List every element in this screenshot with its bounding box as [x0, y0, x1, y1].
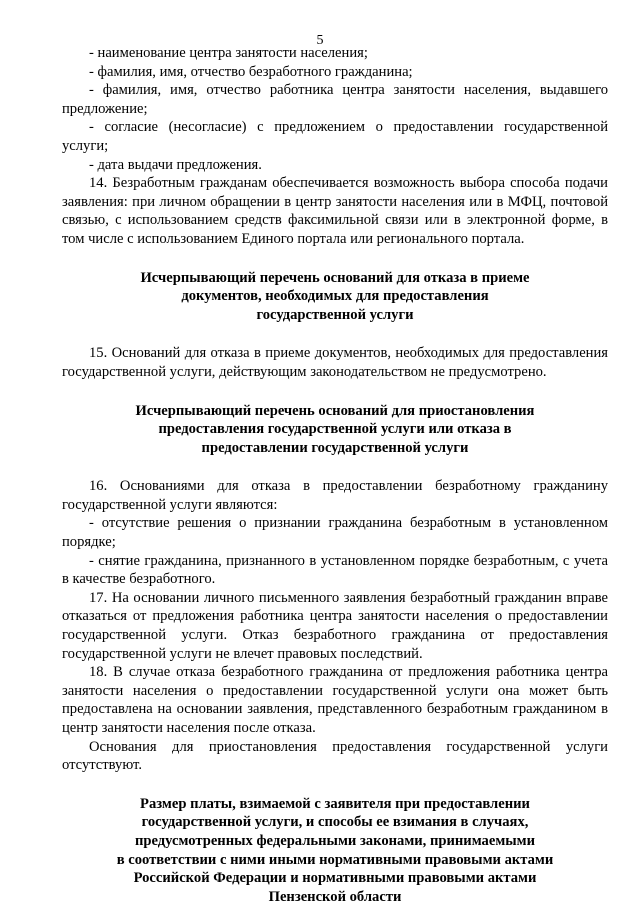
- section-heading-suspension-refusal: [62, 402, 608, 458]
- section-heading-fee: [62, 795, 608, 906]
- paragraph: - согласие (несогласие) с предложением о предоставлении государственной услуги;: [62, 119, 608, 154]
- heading-line: в соответствии с ними иными нормативными правовыми актами: [116, 851, 554, 868]
- heading-line: государственной услуги: [256, 306, 414, 323]
- heading-line: Российской Федерации и нормативными правовыми актами: [133, 870, 537, 887]
- heading-line: Пензенской области: [268, 888, 402, 905]
- heading-line: предоставления государственной услуги или отказа в: [158, 421, 512, 438]
- paragraph: - отсутствие решения о признании гражданина безработным в установленном порядке;: [62, 515, 608, 551]
- paragraph: - дата выдачи предложения.: [89, 156, 262, 173]
- paragraph: 16. Основаниями для отказа в предоставлении безработному гражданину государственной услуги являются:: [62, 478, 608, 513]
- section-heading-refusal-acceptance: [62, 269, 608, 325]
- paragraph: Основания для приостановления предоставления государственной услуги отсутствуют.: [62, 738, 608, 774]
- page-number: 5: [316, 33, 324, 48]
- document-body: [62, 44, 608, 906]
- paragraph: 14. Безработным гражданам обеспечивается возможность выбора способа подачи заявления: при личном обращении в центр занятости населения или в МФЦ, почтовой связью, с использованием средств факсимильной связи или в электронной форме, в том числе с использованием Единого портала или регионального портала.: [62, 175, 608, 247]
- heading-line: предусмотренных федеральными законами, принимаемыми: [134, 832, 536, 849]
- paragraph: 15. Оснований для отказа в приеме документов, необходимых для предоставления государственной услуги, действующим законодательством не предусмотрено.: [62, 345, 608, 380]
- paragraph: - фамилия, имя, отчество безработного гражданина;: [89, 63, 413, 80]
- paragraph: 17. На основании личного письменного заявления безработный гражданин вправе отказаться от предложения работника центра занятости населения о предоставлении государственной услуги. Отказ безработного гражданина от предоставления государственной услуги не влечет правовых последствий.: [62, 589, 608, 662]
- paragraph: - снятие гражданина, признанного в установленном порядке безработным, с учета в качестве безработного.: [62, 552, 608, 588]
- paragraph: 18. В случае отказа безработного гражданина от предложения работника центра занятости населения о предоставлении государственной услуги она может быть предоставлена на основании заявления, представленного безработным гражданином в центр занятости населения после отказа.: [62, 664, 608, 736]
- heading-line: Исчерпывающий перечень оснований для приостановления: [135, 402, 535, 419]
- paragraph: - наименование центра занятости населения;: [89, 45, 368, 61]
- heading-line: государственной услуги, и способы ее взимания в случаях,: [141, 814, 529, 831]
- heading-line: предоставлении государственной услуги: [201, 439, 469, 456]
- paragraph: - фамилия, имя, отчество работника центра занятости населения, выдавшего предложение;: [62, 82, 608, 117]
- heading-line: Исчерпывающий перечень оснований для отказа в приеме: [140, 269, 530, 286]
- heading-line: Размер платы, взимаемой с заявителя при предоставлении: [140, 795, 530, 812]
- heading-line: документов, необходимых для предоставления: [181, 288, 489, 305]
